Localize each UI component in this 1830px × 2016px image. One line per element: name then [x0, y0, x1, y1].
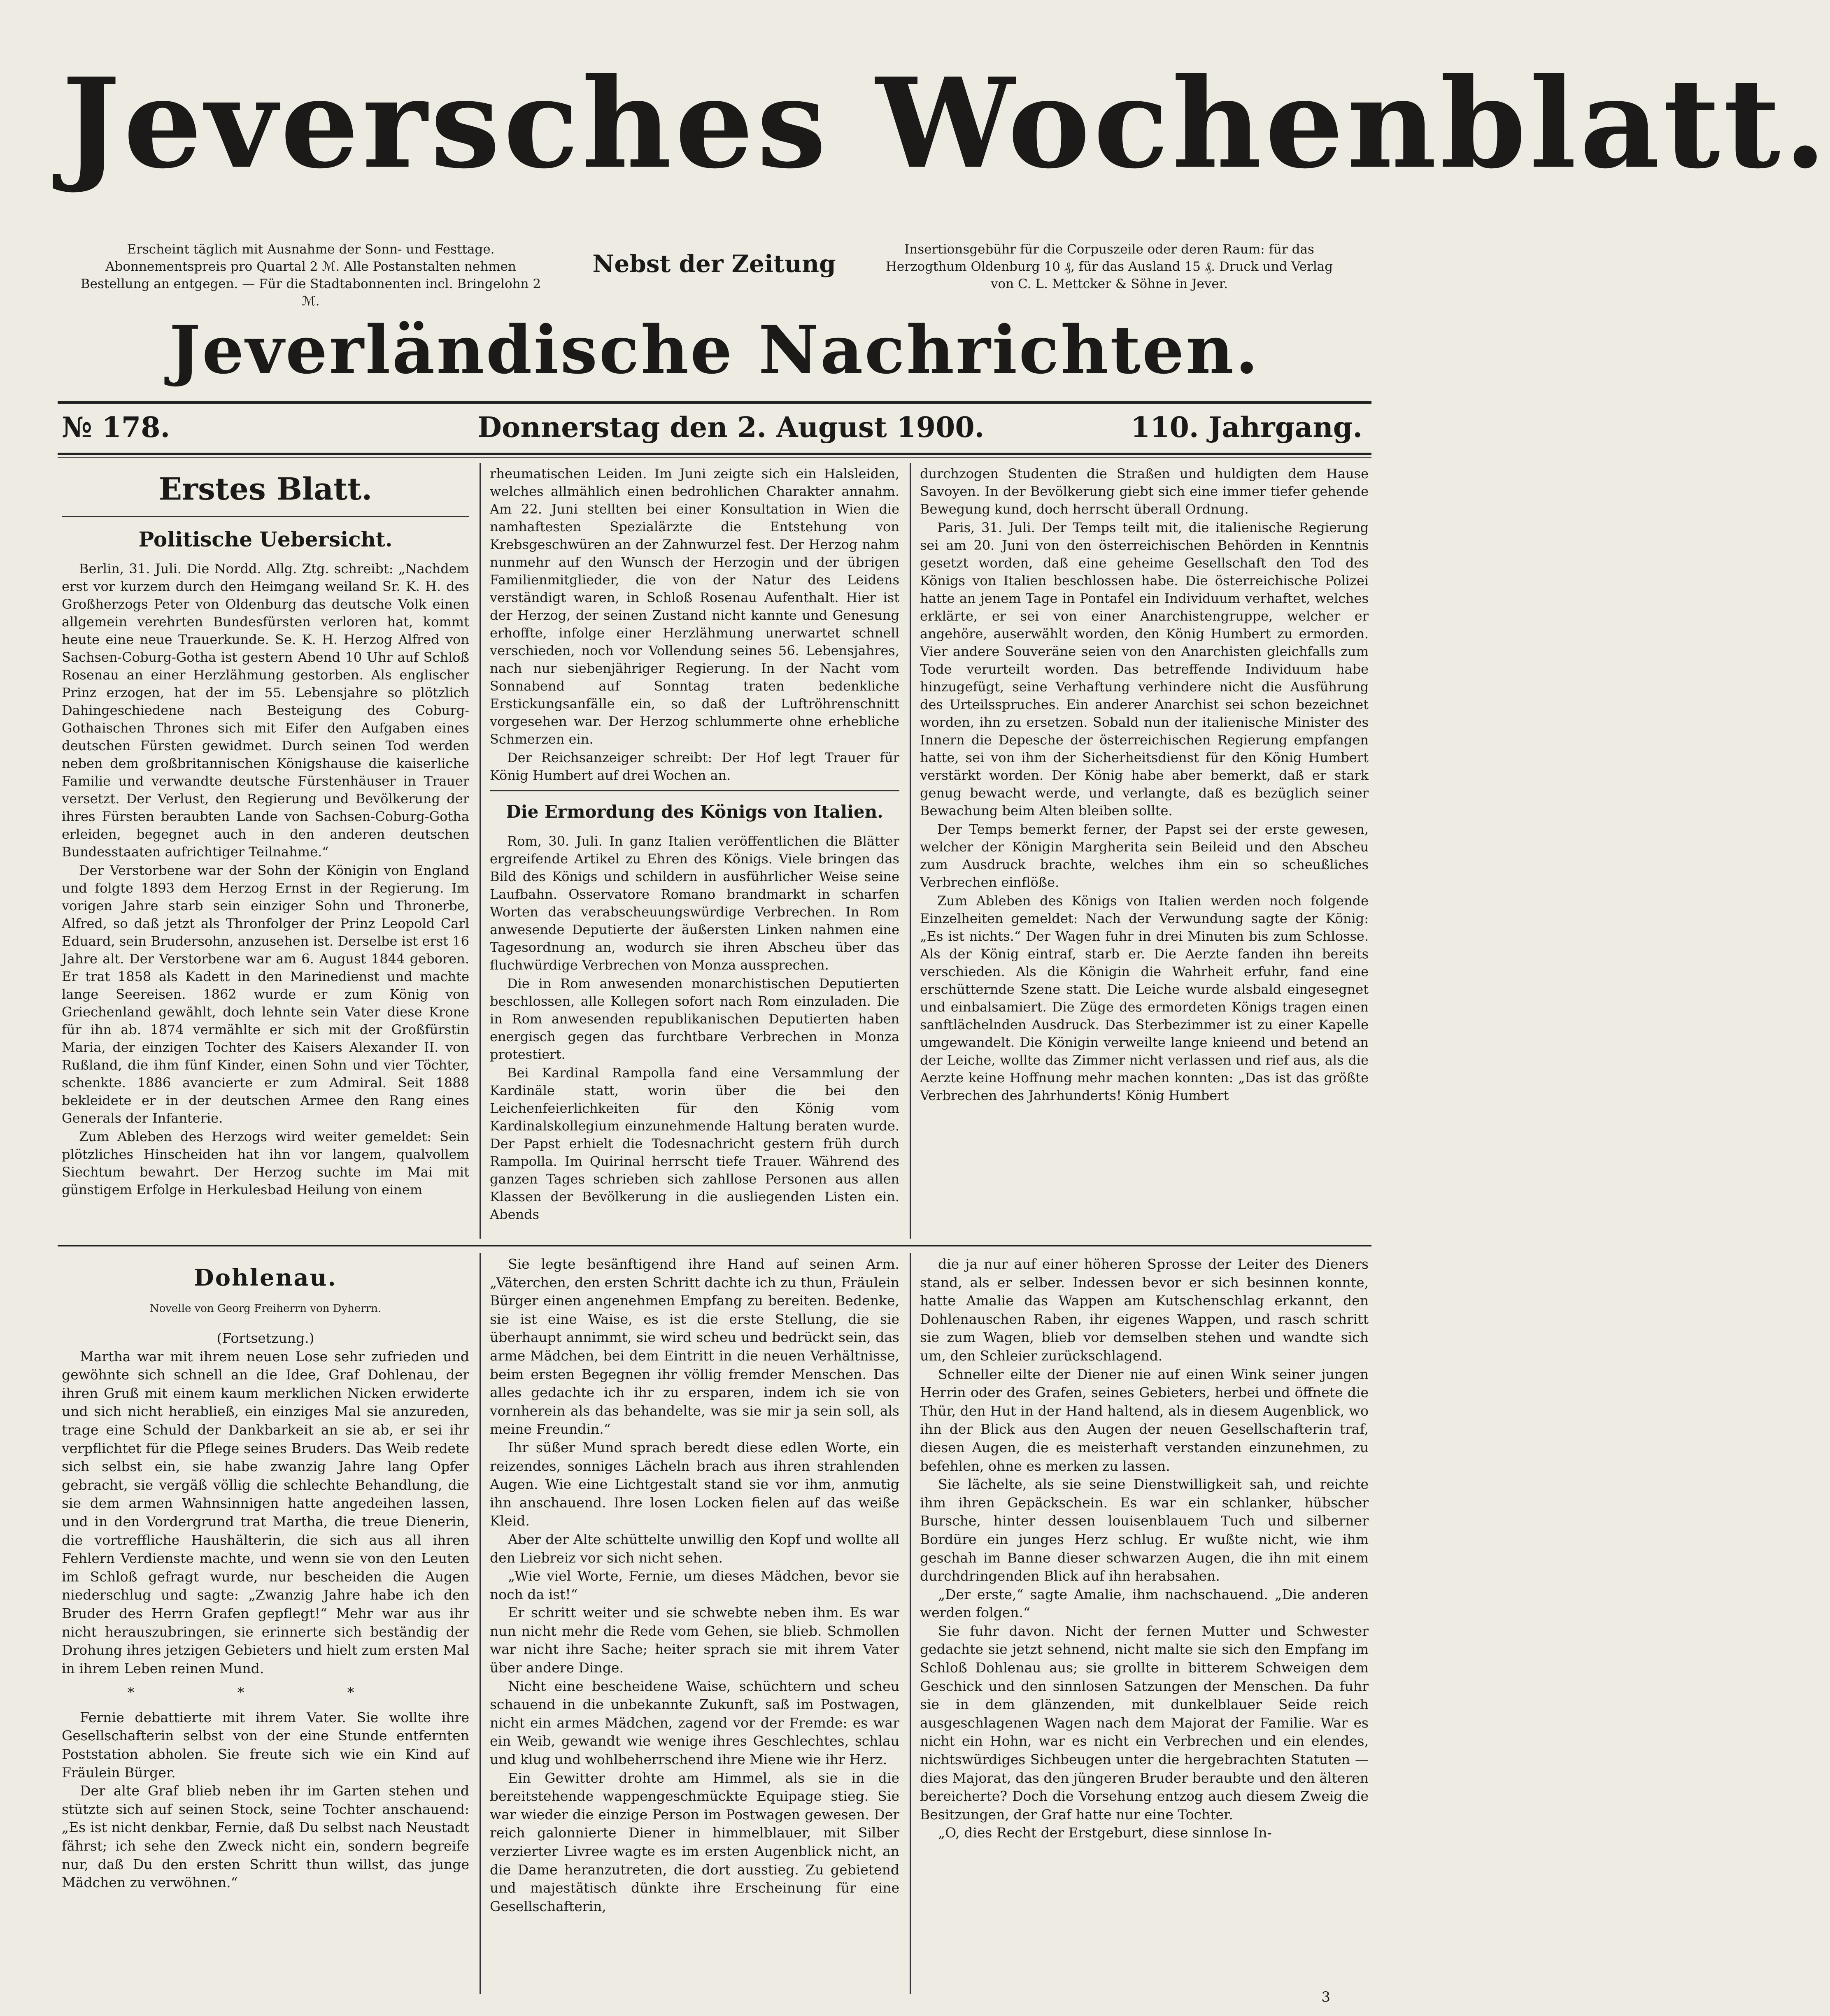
issue-number: № 178.: [62, 411, 170, 444]
subscription-info: Erscheint täglich mit Ausnahme der Sonn- und Festtage. Abonnementspreis pro Quartal 2 ℳ. Alle Postanstalten nehmen Bestellung an entgegen. — Für die Stadtabonnenten incl. Bringelohn 2 ℳ.: [80, 242, 541, 309]
article-paragraph: Die in Rom anwesenden monarchistischen Deputierten beschlossen, alle Kollegen sofort nach Rom einzuladen. Die in Rom anwesenden republikanischen Deputierten haben energisch gegen das furchtbare Verbrechen in Monza protestiert.: [490, 976, 899, 1062]
article-paragraph: Bei Kardinal Rampolla fand eine Versammlung der Kardinäle statt, worin über die bei den Leichenfeierlichkeiten für den König vom Kardinalskollegium einzunehmende Haltung beraten wurde. Der Papst erhielt die Todesnachricht gestern früh durch Rampolla. Im Quirinal herrscht tiefe Trauer. Während des ganzen Tages schrieben sich zahllose Personen aus allen Klassen der Bevölkerung in die ausliegenden Listen ein. Abends: [490, 1065, 899, 1222]
novel-title: Dohlenau.: [194, 1264, 337, 1291]
column-3: [920, 465, 1369, 1239]
novel-paragraph: Schneller eilte der Diener nie auf einen Wink seiner jungen Herrin oder des Grafen, seines Gebieters, herbei und öffnete die Thür, den Hut in der Hand haltend, als in diesem Augenblick, wo ihn der Blick aus den Augen der neuen Gesellschafterin traf, diesen Augen, die es meisterhaft verstanden einzunehmen, zu befehlen, ohne es merken zu lassen.: [920, 1366, 1369, 1474]
novel-paragraph: „O, dies Recht der Erstgeburt, diese sinnlose In-: [938, 1825, 1272, 1841]
article-paragraph: Der Verstorbene war der Sohn der Königin von England und folgte 1893 dem Herzog Ernst in der Regierung. Im vorigen Jahre starb sein einziger Sohn und Thronerbe, Alfred, so daß jetzt als Thronfolger der Prinz Leopold Carl Eduard, sein Brudersohn, anzusehen ist. Derselbe ist erst 16 Jahre alt. Der Verstorbene war am 6. August 1844 geboren. Er trat 1858 als Kadett in den Marinedienst und machte lange Seereisen. 1862 wurde er zum König von Griechenland gewählt, doch lehnte sein Vater diese Krone für ihn ab. 1874 vermählte er sich mit der Großfürstin Maria, der einzigen Tochter des Kaisers Alexander II. von Rußland, die ihm fünf Kinder, einen Sohn und vier Töchter, schenkte. 1886 avancierte er zum Admiral. Seit 1888 bekleidete er in der deutschen Armee den Rang eines Generals der Infanterie.: [62, 863, 469, 1126]
novel-paragraph: Martha war mit ihrem neuen Lose sehr zufrieden und gewöhnte sich schnell an die Idee, Graf Dohlenau, der ihren Gruß mit einem kaum merklichen Nicken erwiderte und sich nicht herabließ, ein einziges Mal sie anzureden, trage eine Schuld der Dankbarkeit an sie ab, er sei ihr verpflichtet für die Pflege seines Bruders. Das Weib redete sich selbst ein, sie habe zwanzig Jahre lang Opfer gebracht, sie vergäß völlig die schlechte Behandlung, die sie dem armen Wahnsinnigen hatte angedeihen lassen, und in den Vordergrund trat Martha, die treue Dienerin, die vortreffliche Haushälterin, die sich aus all ihren Fehlern Verdienste machte, und wenn sie von den Leuten im Schloß gefragt wurde, nur bescheiden die Augen niederschlug und sagte: „Zwanzig Jahre habe ich den Bruder des Herrn Grafen gepflegt!“ Mehr war aus ihr nicht herauszubringen, sie erinnerte sich beständig der Drohung ihres jetzigen Gebieters und hielt zum ersten Mal in ihrem Leben reinen Mund.: [62, 1348, 469, 1677]
novel-paragraph: „Wie viel Worte, Fernie, um dieses Mädchen, bevor sie noch da ist!“: [490, 1568, 899, 1602]
article-paragraph: Berlin, 31. Juli. Die Nordd. Allg. Ztg. schreibt: „Nachdem erst vor kurzem durch den Heimgang weiland Sr. K. H. des Großherzogs Peter von Oldenburg das deutsche Volk einen allgemein verehrten Bundesfürsten verloren hat, kommt heute eine neue Trauerkunde. Se. K. H. Herzog Alfred von Sachsen-Coburg-Gotha ist gestern Abend 10 Uhr auf Schloß Rosenau an einer Herzlähmung gestorben. Als englischer Prinz erzogen, hat der im 55. Lebensjahre so plötzlich Dahingeschiedene nach Besteigung des Coburg-Gothaischen Thrones sich mit Eifer den Aufgaben eines deutschen Fürsten gewidmet. Durch seinen Tod werden neben dem großbritannischen Königshause die kaiserliche Familie und verwandte deutsche Fürstenhäuser in Trauer versetzt. Der Verlust, den Regierung und Bevölkerung der ihres Fürsten beraubten Lande von Sachsen-Coburg-Gotha erleiden, begegnet auch in den anderen deutschen Bundesstaaten aufrichtiger Teilnahme.“: [62, 561, 469, 860]
novel-paragraph: Sie legte besänftigend ihre Hand auf seinen Arm. „Väterchen, den ersten Schritt dachte ich zu thun, Fräulein Bürger einen angenehmen Empfang zu bereiten. Bedenke, sie ist eine Waise, es ist die erste Stellung, die sie überhaupt annimmt, sie wird scheu und bedrückt sein, das arme Mädchen, bei dem Eintritt in die neuen Verhältnisse, beim ersten Begegnen ihr völlig fremder Menschen. Das alles gedachte ich ihr zu ersparen, indem ich sie von vornherein als das behandelte, was sie mir ja sein soll, als meine Freundin.“: [490, 1256, 899, 1437]
novel-paragraph: Sie fuhr davon. Nicht der fernen Mutter und Schwester gedachte sie jetzt sehnend, nicht malte sie sich den Empfang im Schloß Dohlenau aus; sie grollte in bitterem Schweigen dem Geschick und den sinnlosen Satzungen der Menschen. Da fuhr sie in dem glänzenden, mit dunkelblauer Seide reich ausgeschlagenen Wagen nach dem Majorat der Familie. War es nicht ein Hohn, war es nicht ein Verbrechen und ein elendes, nichtswürdiges Sichbeugen unter die hergebrachten Statuten — dies Majorat, das den jüngeren Bruder beraubte und den älteren bereicherte? Doch die Vorsehung entzog auch diesem Zweig die Besitzungen, der Graf hatte nur eine Tochter.: [920, 1623, 1369, 1823]
issue-volume: 110. Jahrgang.: [1130, 411, 1362, 444]
novel-paragraph: Fernie debattierte mit ihrem Vater. Sie wollte ihre Gesellschafterin selbst von der eine Stunde entfernten Poststation abholen. Sie freute sich wie ein Kind auf Fräulein Bürger.: [62, 1709, 469, 1781]
column-divider: [910, 463, 911, 1239]
page-mark: 3: [1321, 1989, 1330, 2005]
sheet-rule: [62, 516, 469, 517]
novel-paragraph: „Der erste,“ sagte Amalie, ihm nachschauend. „Die anderen werden folgen.“: [920, 1586, 1369, 1621]
issue-date: Donnerstag den 2. August 1900.: [477, 411, 985, 444]
masthead-rule-thin: [58, 457, 1371, 458]
article-paragraph: durchzogen Studenten die Straßen und huldigten dem Hause Savoyen. In der Bevölkerung giebt sich eine immer tiefer gehende Bewegung kund, doch herrscht überall Ordnung.: [920, 466, 1369, 517]
feuilleton-column-2: [490, 1255, 899, 1996]
masthead-rule-top: [58, 401, 1371, 404]
article-paragraph: rheumatischen Leiden. Im Juni zeigte sich ein Halsleiden, welches allmählich einen bedrohlichen Charakter annahm. Am 22. Juni stellten bei einer Konsultation in Wien die namhaftesten Spezialärzte die Entstehung von Krebsgeschwüren an der Zahnwurzel fest. Der Herzog nahm nunmehr auf den Wunsch der Herzogin und der übrigen Familienmitglieder, die von der Natur des Leidens verständigt waren, in Schloß Rosenau Aufenthalt. Hier ist der Herzog, der seinen Zustand nicht kannte und Genesung erhoffte, infolge einer Herzlähmung unerwartet schnell verschieden, noch vor Vollendung seines 56. Lebensjahres, nach nur siebenjähriger Regierung. In der Nacht vom Sonnabend auf Sonntag traten bedenkliche Erstickungsanfälle ein, so daß der Luftröhrenschnitt vorgesehen war. Der Herzog schlummerte ohne erhebliche Schmerzen ein.: [490, 466, 899, 747]
novel-paragraph: Ein Gewitter drohte am Himmel, als sie in die bereitstehende wappengeschmückte Equipage stieg. Sie war wieder die einzige Person im Postwagen gewesen. Der reich galonnierte Diener in himmelblauer, mit Silber verzierter Livree wagte es im ersten Augenblick nicht, an die Dame heranzutreten, die dort ausstieg. Zu gebietend und majestätisch dünkte ihre Erscheinung für eine Gesellschafterin,: [490, 1770, 899, 1914]
feuilleton-column-3: [920, 1255, 1369, 1996]
article-paragraph: Rom, 30. Juli. In ganz Italien veröffentlichen die Blätter ergreifende Artikel zu Ehren des Königs. Viele bringen das Bild des Königs und schildern in ausführlicher Weise seine Laufbahn. Osservatore Romano brandmarkt in scharfen Worten das verabscheuungswürdige Verbrechen. In Rom anwesende Deputierte der äußersten Linken nahmen eine Tagesordnung an, wodurch sie ihren Abscheu über das fluchwürdige Verbrechen von Monza aussprechen.: [490, 833, 899, 973]
column-divider: [910, 1253, 911, 1994]
novel-paragraph: Sie lächelte, als sie seine Dienstwilligkeit sah, und reichte ihm ihren Gepäckschein. Es war ein schlanker, hübscher Bursche, hinter dessen louisenblauem Tuch und silberner Bordüre ein junges Herz schlug. Er wußte nicht, wie ihm geschah im Banne dieser schwarzen Augen, die ihn mit einem durchdringenden Blick auf ihn herabsahen.: [920, 1476, 1369, 1584]
column-2: [490, 465, 899, 1239]
novel-byline: Novelle von Georg Freiherrn von Dyherrn.: [149, 1302, 382, 1315]
sheet-label: Erstes Blatt.: [158, 472, 373, 507]
novel-paragraph: Nicht eine bescheidene Waise, schüchtern und scheu schauend in die unbekannte Zukunft, saß im Postwagen, nicht ein armes Mädchen, zagend vor der Fremde: es war ein Weib, gewandt wie wenige ihres Geschlechtes, schlau und klug und wohlbeherrschend ihre Miene wie ihr Herz.: [490, 1678, 899, 1768]
section-heading: Politische Uebersicht.: [138, 527, 393, 551]
column-divider: [480, 1253, 481, 1994]
column-1: [62, 465, 469, 1239]
novel-paragraph: die ja nur auf einer höheren Sprosse der Leiter des Dieners stand, als er selber. Indessen bevor er sich besinnen konnte, hatte Amalie das Wappen am Kutschenschlag erkannt, den Dohlenauschen Raben, ihr eigenes Wappen, und rasch schritt sie zum Wagen, blieb vor demselben stehen und wandte sich um, den Schleier zurückschlagend.: [920, 1256, 1369, 1364]
novel-paragraph: Der alte Graf blieb neben ihr im Garten stehen und stützte sich auf seinen Stock, seine Tochter anschauend: „Es ist nicht denkbar, Fernie, daß Du selbst nach Neustadt fährst; ich sehe den Zweck nicht ein, sondern begreife nur, daß Du den ersten Schritt thun willst, das junge Mädchen zu verwöhnen.“: [62, 1783, 469, 1891]
article-paragraph: Zum Ableben des Herzogs wird weiter gemeldet: Sein plötzliches Hinscheiden hat ihn vor langem, qualvollem Siechtum bewahrt. Der Herzog suchte im Mai mit günstigem Erfolge in Herkulesbad Heilung von einem: [62, 1129, 469, 1198]
masthead-rule-bottom: [58, 453, 1371, 455]
section-break: * * *: [127, 1684, 404, 1701]
novel-paragraph: Aber der Alte schüttelte unwillig den Kopf und wollte all den Liebreiz vor sich nicht sehen.: [490, 1531, 899, 1566]
feuilleton-column-1: [62, 1255, 469, 1996]
article-paragraph: Paris, 31. Juli. Der Temps teilt mit, die italienische Regierung sei am 20. Juni von den österreichischen Behörden in Kenntnis gesetzt worden, daß eine geheime Gesellschaft den Tod des Königs von Italien beschlossen habe. Die österreichische Polizei hatte an jenem Tage in Pontafel ein Individuum verhaftet, welches erklärte, er sei von einer Anarchistengruppe, welcher er angehöre, auserwählt worden, den König Humbert zu ermorden. Vier andere Souveräne seien von den Anarchisten gleichfalls zum Tode verurteilt worden. Das betreffende Individuum habe hinzugefügt, seine Verhaftung verhindere nicht die Ausführung des Urteilsspruches. Ein anderer Anarchist sei schon bezeichnet worden, ihn zu ersetzen. Sobald nun der italienische Minister des Innern die Depesche der österreichischen Regierung empfangen hatte, sei von ihm der Sicherheitsdienst für den König Humbert verstärkt worden. Der König habe aber bemerkt, daß er stark genug bewacht werde, und verlangte, daß es bezüglich seiner Bewachung beim Alten bleiben sollte.: [920, 520, 1369, 818]
article-paragraph: Zum Ableben des Königs von Italien werden noch folgende Einzelheiten gemeldet: Nach der Verwundung sagte der König: „Es ist nichts.“ Der Wagen fuhr in drei Minuten bis zum Schlosse. Als der König eintraf, starb er. Die Aerzte fanden ihn bereits verschieden. Als die Königin die Wahrheit erfuhr, fand eine erschütternde Szene statt. Die Leiche wurde alsbald eingesegnet und einbalsamiert. Die Züge des ermordeten Königs tragen einen sanftlächelnden Ausdruck. Das Sterbezimmer ist zu einer Kapelle umgewandelt. Die Königin verweilte lange knieend und betend an der Leiche, wollte das Zimmer nicht verlassen und rief aus, als die Aerzte keine Hoffnung mehr machen konnten: „Das ist das größte Verbrechen des Jahrhunderts! König Humbert: [920, 893, 1369, 1103]
article-paragraph: Der Reichsanzeiger schreibt: Der Hof legt Trauer für König Humbert auf drei Wochen an.: [490, 750, 899, 783]
novel-paragraph: Ihr süßer Mund sprach beredt diese edlen Worte, ein reizendes, sonniges Lächeln brach aus ihren strahlenden Augen. Wie eine Lichtgestalt stand sie vor ihm, anmutig ihn anschauend. Ihre losen Locken fielen auf das weiße Kleid.: [490, 1439, 899, 1529]
continuation-note: (Fortsetzung.): [217, 1330, 314, 1346]
novel-paragraph: Er schritt weiter und sie schwebte neben ihm. Es war nun nicht mehr die Rede vom Gehen, sie blieb. Schmollen war nicht ihre Sache; heiter sprach sie mit ihrem Vater über andere Dinge.: [490, 1604, 899, 1676]
masthead-title: Jeversches Wochenblatt.: [62, 51, 1830, 196]
article-paragraph: Der Temps bemerkt ferner, der Papst sei der erste gewesen, welcher der Königin Margherita sein Beileid und den Abscheu zum Ausdruck brachte, welches ihm ein so scheußliches Verbrechen einflöße.: [920, 821, 1369, 890]
article-rule: [490, 790, 899, 791]
section-heading: Die Ermordung des Königs von Italien.: [506, 802, 883, 822]
column-divider: [480, 463, 481, 1239]
supplement-note: Nebst der Zeitung: [592, 250, 836, 278]
advertising-info: Insertionsgebühr für die Corpuszeile oder deren Raum: für das Herzogthum Oldenburg 10 ₰, für das Ausland 15 ₰. Druck und Verlag von C. L. Mettcker & Söhne in Jever.: [885, 242, 1333, 291]
feuilleton-separator: [58, 1245, 1371, 1246]
masthead-subtitle: Jeverländische Nachrichten.: [169, 311, 1260, 388]
